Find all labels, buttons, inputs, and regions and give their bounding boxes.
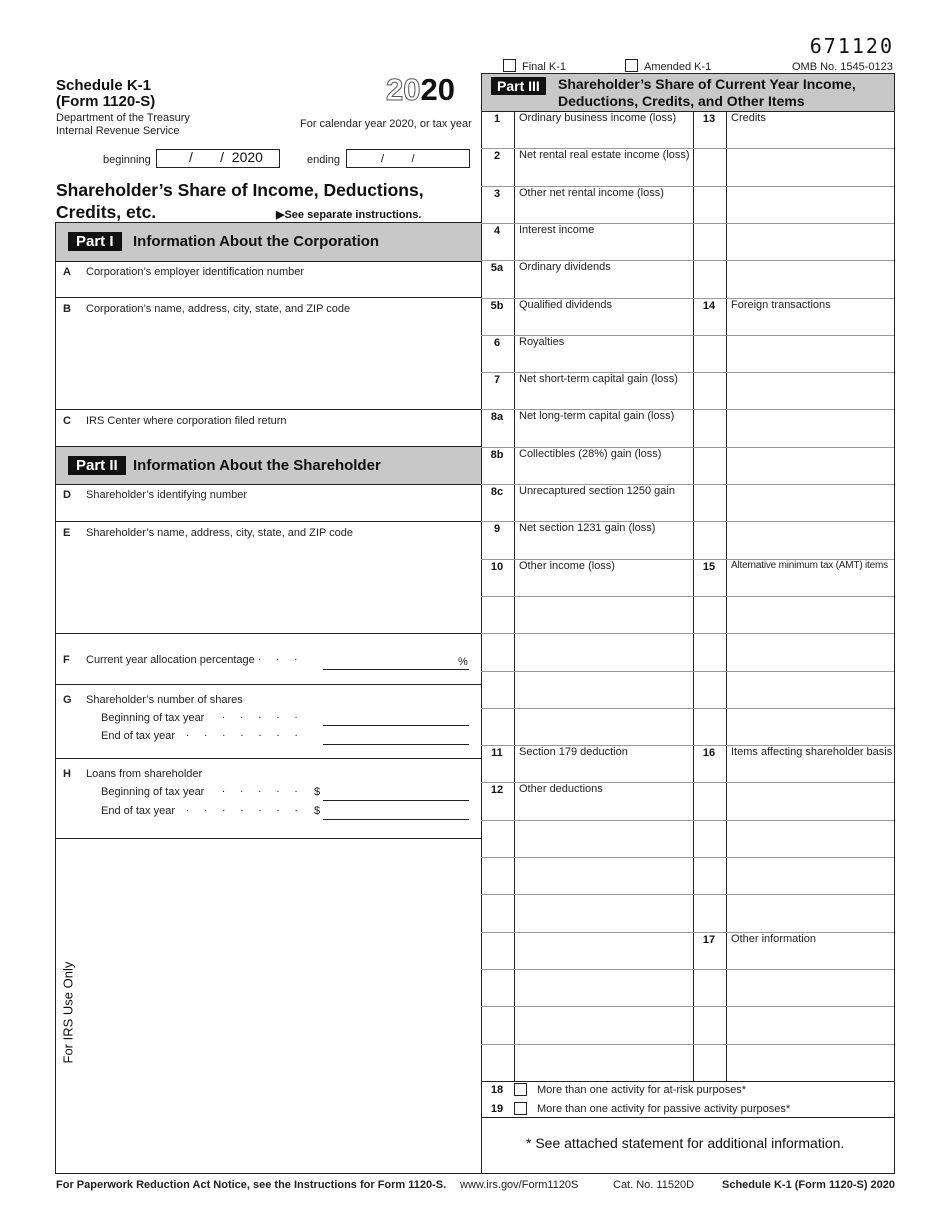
calendar-year-text: For calendar year 2020, or tax year <box>300 118 472 130</box>
line-g-text: Shareholder’s number of shares <box>86 694 243 706</box>
line-5a-label[interactable]: Ordinary dividends <box>519 261 611 273</box>
line-a-text[interactable]: Corporation’s employer identification number <box>86 266 305 278</box>
line-g-letter: G <box>63 694 72 706</box>
line-8c-number: 8c <box>490 486 504 498</box>
part2-tag: Part II <box>68 456 126 475</box>
final-k1-checkbox[interactable] <box>503 59 516 72</box>
ending-date-value: / / <box>381 153 415 165</box>
line-f-field[interactable] <box>323 669 469 670</box>
line-14-label[interactable]: Foreign transactions <box>731 299 831 311</box>
part1-tag: Part I <box>68 232 122 251</box>
line-8c-label[interactable]: Unrecaptured section 1250 gain <box>519 485 675 497</box>
arrow-right-icon: ▶ <box>276 209 285 221</box>
line-a-letter: A <box>63 266 71 278</box>
grid-divider <box>481 708 894 709</box>
line-5a-number: 5a <box>490 262 504 274</box>
line-h-end-dollar: $ <box>314 805 321 817</box>
line-8b-number: 8b <box>490 449 504 461</box>
line-5b-number: 5b <box>490 300 504 312</box>
line-16-label[interactable]: Items affecting shareholder basis <box>731 746 893 758</box>
line-19-text: More than one activity for passive activity purposes* <box>537 1103 791 1115</box>
line-2-label[interactable]: Net rental real estate income (loss) <box>519 149 690 161</box>
line-9-number: 9 <box>493 523 501 535</box>
line-2-number: 2 <box>493 150 501 162</box>
line-g-end: End of tax year <box>101 730 175 742</box>
line-g-begin-dots: . . . . . <box>222 709 304 721</box>
line-6-label[interactable]: Royalties <box>519 336 565 348</box>
line-f-percent: % <box>458 656 468 668</box>
line-10-label[interactable]: Other income (loss) <box>519 560 615 572</box>
line-15-number: 15 <box>702 561 716 573</box>
line-18-number: 18 <box>490 1084 504 1096</box>
line-3-label[interactable]: Other net rental income (loss) <box>519 187 664 199</box>
grid-divider <box>481 969 894 970</box>
line-8a-number: 8a <box>490 411 504 423</box>
see-instructions-text: See separate instructions. <box>284 209 422 221</box>
tax-year <box>386 72 455 108</box>
line-5b-label[interactable]: Qualified dividends <box>519 299 612 311</box>
line-e-text[interactable]: Shareholder’s name, address, city, state, and ZIP code <box>86 527 354 539</box>
line-f-text: Current year allocation percentage <box>86 654 255 666</box>
line-8b-label[interactable]: Collectibles (28%) gain (loss) <box>519 448 662 460</box>
line-17-label[interactable]: Other information <box>731 933 816 945</box>
line-16-number: 16 <box>702 747 716 759</box>
attached-statement: * See attached statement for additional information. <box>526 1135 845 1151</box>
tax-year-bold: 20 <box>420 72 455 107</box>
line-h-begin-dollar: $ <box>314 786 321 798</box>
line-3-number: 3 <box>493 188 501 200</box>
line-h-begin-field[interactable] <box>323 800 469 801</box>
line-6-number: 6 <box>493 337 501 349</box>
line-8a-label[interactable]: Net long-term capital gain (loss) <box>519 410 675 422</box>
line-d-letter: D <box>63 489 71 501</box>
line-1-label[interactable]: Ordinary business income (loss) <box>519 112 677 124</box>
line-14-number: 14 <box>702 300 716 312</box>
line-h-letter: H <box>63 768 71 780</box>
footer-cat: Cat. No. 11520D <box>613 1179 695 1191</box>
line-g-end-dots: . . . . . . . <box>186 727 304 739</box>
footer-url[interactable]: www.irs.gov/Form1120S <box>460 1179 579 1191</box>
line-19-checkbox[interactable] <box>514 1102 527 1115</box>
see-instructions <box>276 208 421 221</box>
schedule-form: (Form 1120-S) <box>56 93 156 110</box>
main-title-cont: Credits, etc. <box>56 202 157 222</box>
line-h-end: End of tax year <box>101 805 175 817</box>
line-17-number: 17 <box>702 934 716 946</box>
grid-divider <box>481 633 894 634</box>
line-12-label[interactable]: Other deductions <box>519 783 603 795</box>
line-1-number: 1 <box>493 113 501 125</box>
part3-title-cont: Deductions, Credits, and Other Items <box>558 93 805 109</box>
line-h-end-field[interactable] <box>323 819 469 820</box>
ending-label: ending <box>307 154 341 166</box>
line-g-begin: Beginning of tax year <box>101 712 205 724</box>
line-h-end-dots: . . . . . . . <box>186 802 304 814</box>
line-7-number: 7 <box>493 374 501 386</box>
line-19-number: 19 <box>490 1103 504 1115</box>
grid-divider <box>481 596 894 597</box>
grid-divider <box>481 857 894 858</box>
line-11-number: 11 <box>491 747 503 759</box>
main-title: Shareholder’s Share of Income, Deductions, <box>56 180 424 200</box>
line-b-text[interactable]: Corporation’s name, address, city, state, and ZIP code <box>86 303 351 315</box>
line-18-checkbox[interactable] <box>514 1083 527 1096</box>
footer-paperwork: For Paperwork Reduction Act Notice, see the Instructions for Form 1120-S. <box>56 1179 447 1191</box>
line-15-label[interactable]: Alternative minimum tax (AMT) items <box>731 560 888 571</box>
line-13-number: 13 <box>702 113 716 125</box>
line-10-number: 10 <box>490 561 504 573</box>
line-h-begin: Beginning of tax year <box>101 786 205 798</box>
amended-k1-checkbox[interactable] <box>625 59 638 72</box>
tax-year-outline: 20 <box>386 72 421 107</box>
amended-k1-label: Amended K-1 <box>644 61 712 73</box>
form-code: 671120 <box>809 34 894 58</box>
beginning-date-field[interactable] <box>156 149 280 168</box>
irs-use-only: For IRS Use Only <box>60 961 76 1064</box>
line-e-letter: E <box>63 527 71 539</box>
final-k1-label: Final K-1 <box>522 61 567 73</box>
beginning-date-value: / / 2020 <box>189 149 263 165</box>
part3-title: Shareholder’s Share of Current Year Income, <box>558 76 856 92</box>
line-b-letter: B <box>63 303 71 315</box>
ending-date-field[interactable] <box>346 149 470 168</box>
line-d-text[interactable]: Shareholder’s identifying number <box>86 489 248 501</box>
grid-divider <box>481 1006 894 1007</box>
line-g-begin-field[interactable] <box>323 725 469 726</box>
line-13-label[interactable]: Credits <box>731 112 766 124</box>
line-7-label[interactable]: Net short-term capital gain (loss) <box>519 373 678 385</box>
line-12-number: 12 <box>490 784 504 796</box>
footer-form-name: Schedule K-1 (Form 1120-S) 2020 <box>722 1179 896 1191</box>
department-line2: Internal Revenue Service <box>56 125 180 137</box>
grid-divider <box>481 932 894 933</box>
department-line1: Department of the Treasury <box>56 112 190 124</box>
line-4-label[interactable]: Interest income <box>519 224 595 236</box>
line-h-begin-dots: . . . . . <box>222 783 304 795</box>
part3-tag: Part III <box>491 77 546 95</box>
line-c-text[interactable]: IRS Center where corporation filed return <box>86 415 287 427</box>
line-h-text: Loans from shareholder <box>86 768 203 780</box>
part2-title: Information About the Shareholder <box>133 457 381 474</box>
line-c-letter: C <box>63 415 71 427</box>
line-g-end-field[interactable] <box>323 744 469 745</box>
part1-title: Information About the Corporation <box>133 233 380 250</box>
line-9-label[interactable]: Net section 1231 gain (loss) <box>519 522 656 534</box>
omb-number: OMB No. 1545-0123 <box>792 61 893 73</box>
line-11-label[interactable]: Section 179 deduction <box>519 746 628 758</box>
beginning-label: beginning <box>103 154 151 166</box>
line-4-number: 4 <box>493 225 501 237</box>
line-f-letter: F <box>63 654 70 666</box>
grid-divider <box>481 820 894 821</box>
grid-divider <box>481 894 894 895</box>
line-18-text: More than one activity for at-risk purposes* <box>537 1084 747 1096</box>
grid-divider <box>481 671 894 672</box>
schedule-title: Schedule K-1 <box>56 77 152 94</box>
line-f-dots: . . . <box>258 651 304 663</box>
grid-divider <box>481 1044 894 1045</box>
